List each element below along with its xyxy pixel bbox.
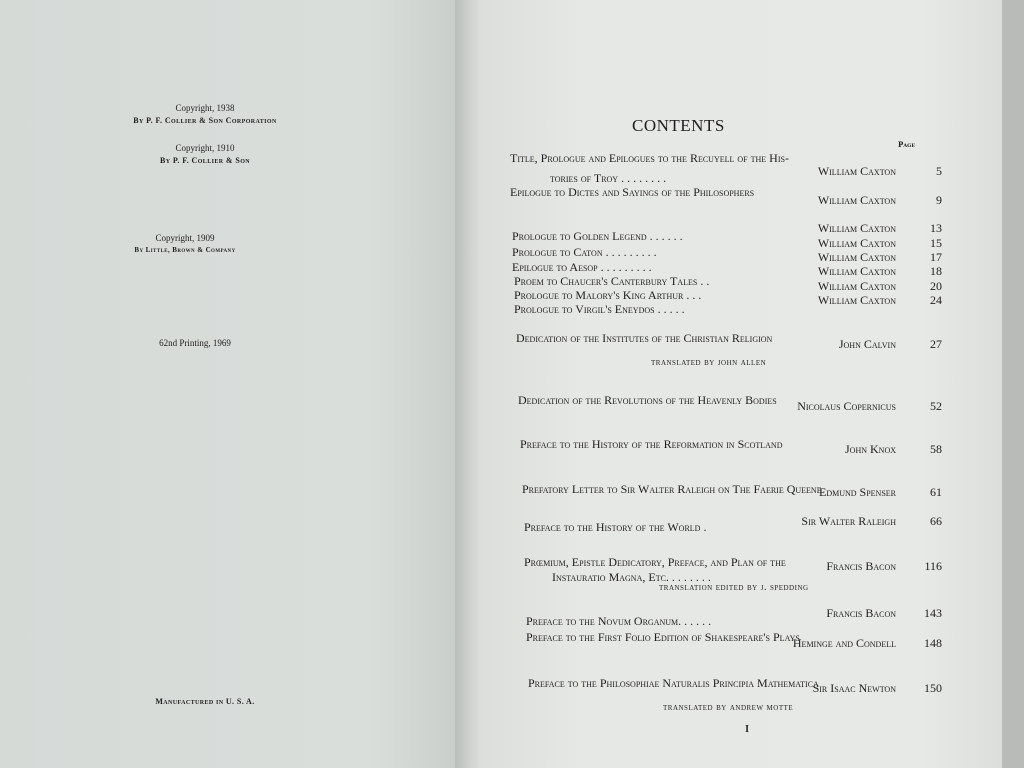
entry-page-number: 15 bbox=[930, 236, 942, 250]
entry-title-line: Prefatory Letter to Sir Walter Raleigh on The Faerie Queene bbox=[522, 482, 822, 496]
publisher-1909: By Little, Brown & Company bbox=[134, 246, 236, 254]
entry-author: Sir Walter Raleigh bbox=[801, 514, 896, 528]
entry-author: John Calvin bbox=[838, 337, 896, 351]
entry-author: Nicolaus Copernicus bbox=[797, 399, 896, 413]
entry-title-line: Prologue to Virgil's Eneydos . . . . . bbox=[514, 302, 685, 316]
entry-title-line: Preface to the Novum Organum. . . . . . bbox=[526, 614, 712, 628]
publisher-1938: By P. F. Collier & Son Corporation bbox=[133, 116, 277, 125]
entry-translator: translated by john allen bbox=[651, 357, 767, 368]
entry-page-number: 116 bbox=[924, 559, 942, 573]
entry-author: William Caxton bbox=[817, 236, 896, 250]
entry-page-number: 9 bbox=[936, 193, 942, 207]
entry-author: Sir Isaac Newton bbox=[812, 681, 896, 695]
entry-author: William Caxton bbox=[817, 264, 896, 278]
entry-translator: translation edited by j. spedding bbox=[659, 582, 809, 593]
entry-title-line: Epilogue to Aesop . . . . . . . . . bbox=[512, 260, 652, 274]
entry-page-number: 143 bbox=[924, 606, 942, 620]
copyright-1910: Copyright, 1910 bbox=[175, 143, 235, 153]
entry-title-line: Instauratio Magna, Etc. . . . . . . . bbox=[552, 570, 711, 584]
entry-title-line: Dedication of the Revolutions of the Heavenly Bodies bbox=[518, 393, 777, 407]
entry-page-number: 58 bbox=[930, 442, 942, 456]
entry-title-line: tories of Troy . . . . . . . . bbox=[550, 171, 667, 185]
entry-page-number: 61 bbox=[930, 485, 942, 499]
entry-author: Heminge and Condell bbox=[792, 636, 896, 650]
entry-page-number: 66 bbox=[930, 514, 942, 528]
entry-title-line: Proem to Chaucer's Canterbury Tales . . bbox=[514, 274, 710, 288]
entry-page-number: 148 bbox=[924, 636, 942, 650]
entry-page-number: 24 bbox=[930, 293, 942, 307]
left-page bbox=[0, 0, 462, 768]
entry-translator: translated by andrew motte bbox=[663, 702, 794, 713]
entry-page-number: 13 bbox=[930, 221, 942, 235]
entry-page-number: 20 bbox=[930, 279, 942, 293]
entry-page-number: 27 bbox=[930, 337, 942, 351]
entry-author: Francis Bacon bbox=[826, 559, 896, 573]
page-title: CONTENTS bbox=[632, 116, 725, 135]
manufactured-note: Manufactured in U. S. A. bbox=[155, 697, 255, 706]
right-page bbox=[478, 0, 1002, 768]
copyright-1938: Copyright, 1938 bbox=[175, 103, 235, 113]
entry-author: Francis Bacon bbox=[826, 606, 896, 620]
entry-page-number: 150 bbox=[924, 681, 942, 695]
folio-number: I bbox=[745, 724, 749, 735]
entry-title-line: Title, Prologue and Epilogues to the Recuyell of the His- bbox=[510, 151, 789, 165]
entry-author: William Caxton bbox=[817, 250, 896, 264]
page-column-header: Page bbox=[898, 140, 916, 149]
entry-page-number: 5 bbox=[936, 164, 942, 178]
entry-title-line: Prologue to Malory's King Arthur . . . bbox=[514, 288, 702, 302]
entry-author: William Caxton bbox=[817, 164, 896, 178]
entry-title-line: Preface to the First Folio Edition of Shakespeare's Plays bbox=[526, 630, 800, 644]
copyright-1909: Copyright, 1909 bbox=[155, 233, 215, 243]
page-edge bbox=[1002, 0, 1024, 768]
entry-page-number: 52 bbox=[930, 399, 942, 413]
entry-title-line: Preface to the History of the World . bbox=[524, 520, 707, 534]
entry-title-line: Epilogue to Dictes and Sayings of the Philosophers bbox=[510, 185, 755, 199]
entry-title-line: Preface to the Philosophiae Naturalis Principia Mathematica bbox=[528, 676, 819, 690]
entry-title-line: Prologue to Golden Legend . . . . . . bbox=[512, 229, 683, 243]
entry-page-number: 18 bbox=[930, 264, 942, 278]
entry-author: William Caxton bbox=[817, 221, 896, 235]
entry-author: William Caxton bbox=[817, 293, 896, 307]
publisher-1910: By P. F. Collier & Son bbox=[159, 156, 250, 165]
printing: 62nd Printing, 1969 bbox=[159, 338, 231, 348]
entry-author: Edmund Spenser bbox=[818, 485, 896, 499]
entry-author: William Caxton bbox=[817, 193, 896, 207]
entry-author: John Knox bbox=[845, 442, 896, 456]
entry-page-number: 17 bbox=[930, 250, 942, 264]
entry-title-line: Preface to the History of the Reformation in Scotland bbox=[520, 437, 783, 451]
entry-title-line: Prœmium, Epistle Dedicatory, Preface, and Plan of the bbox=[524, 555, 786, 569]
entry-author: William Caxton bbox=[817, 279, 896, 293]
entry-title-line: Dedication of the Institutes of the Christian Religion bbox=[516, 331, 773, 345]
entry-title-line: Prologue to Caton . . . . . . . . . bbox=[512, 245, 657, 259]
